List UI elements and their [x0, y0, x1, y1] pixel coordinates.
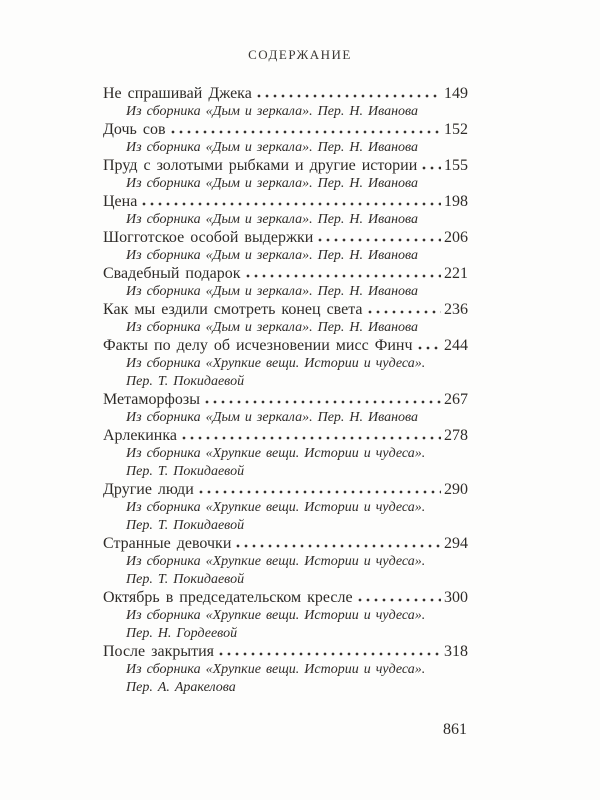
toc-entry-title: Метаморфозы — [103, 391, 200, 408]
toc-entry — [103, 535, 468, 589]
toc-entry — [103, 301, 468, 337]
toc-entry — [103, 427, 468, 481]
toc-entry-source: Из сборника «Дым и зеркала». Пер. Н. Иванова — [126, 176, 419, 191]
toc-entry-row — [103, 481, 468, 499]
toc-entry-title: Странные девочки — [103, 535, 232, 552]
dot-leader — [418, 346, 442, 350]
toc-entry-row — [103, 229, 468, 247]
toc-entry-source: Из сборника «Хрупкие вещи. Истории и чудеса». — [126, 554, 426, 569]
toc-entry-source: Из сборника «Дым и зеркала». Пер. Н. Иванова — [126, 104, 419, 119]
toc-entry-page-number: 152 — [444, 121, 468, 138]
toc-entry-source: Из сборника «Дым и зеркала». Пер. Н. Иванова — [126, 248, 419, 263]
toc-entry-page-number: 318 — [444, 643, 468, 660]
dot-leader — [358, 598, 441, 602]
toc-entry-translator: Пер. Т. Покидаевой — [126, 374, 245, 389]
toc-entry-row — [103, 589, 468, 607]
toc-entry — [103, 121, 468, 157]
dot-leader — [142, 202, 441, 206]
toc-entry-translator: Пер. Т. Покидаевой — [126, 572, 245, 587]
dot-leader — [236, 544, 441, 548]
toc-entry-title: Другие люди — [103, 481, 194, 498]
toc-entry-row — [103, 265, 468, 283]
toc-entry-source: Из сборника «Хрупкие вещи. Истории и чудеса». — [126, 356, 426, 371]
dot-leader — [205, 400, 441, 404]
toc-entry-translator: Пер. Т. Покидаевой — [126, 464, 245, 479]
toc-entry-page-number: 300 — [444, 589, 468, 606]
toc-entry-row — [103, 193, 468, 211]
dot-leader — [171, 130, 442, 134]
toc-entry-page-number: 244 — [444, 337, 468, 354]
toc-entry-source: Из сборника «Хрупкие вещи. Истории и чудеса». — [126, 608, 426, 623]
toc-entry-page-number: 267 — [444, 391, 468, 408]
toc-entry — [103, 85, 468, 121]
dot-leader — [199, 490, 441, 494]
toc-entry-source: Из сборника «Дым и зеркала». Пер. Н. Иванова — [126, 284, 419, 299]
toc-entry-title: Арлекинка — [103, 427, 177, 444]
toc-entry-page-number: 278 — [444, 427, 468, 444]
toc-entry-row — [103, 301, 468, 319]
toc-entry-source: Из сборника «Хрупкие вещи. Истории и чудеса». — [126, 500, 426, 515]
toc-entry-title: Пруд с золотыми рыбками и другие истории — [103, 157, 418, 174]
toc-entry — [103, 157, 468, 193]
toc-entry-source: Из сборника «Дым и зеркала». Пер. Н. Иванова — [126, 212, 419, 227]
dot-leader — [182, 436, 441, 440]
toc-entry-source: Из сборника «Дым и зеркала». Пер. Н. Иванова — [126, 410, 419, 425]
contents-heading: СОДЕРЖАНИЕ — [248, 47, 352, 62]
toc-entry-translator: Пер. Т. Покидаевой — [126, 518, 245, 533]
toc-entry — [103, 391, 468, 427]
toc-entry-page-number: 149 — [444, 85, 468, 102]
toc-entry-title: Свадебный подарок — [103, 265, 241, 282]
toc-entry-title: Дочь сов — [103, 121, 166, 138]
toc-entry-page-number: 290 — [444, 481, 468, 498]
dot-leader — [422, 166, 441, 170]
dot-leader — [318, 238, 441, 242]
dot-leader — [368, 310, 441, 314]
toc-entry-row — [103, 337, 468, 355]
toc-entry-row — [103, 121, 468, 139]
toc-entry-source: Из сборника «Хрупкие вещи. Истории и чудеса». — [126, 662, 426, 677]
toc-list — [103, 85, 468, 697]
page-folio-number: 861 — [443, 721, 467, 738]
dot-leader — [219, 652, 441, 656]
toc-entry-title: Цена — [103, 193, 138, 210]
toc-entry-page-number: 206 — [444, 229, 468, 246]
toc-entry-title: Октябрь в председательском кресле — [103, 589, 353, 606]
toc-entry-translator: Пер. А. Аракелова — [126, 680, 236, 695]
toc-entry-row — [103, 85, 468, 103]
toc-entry — [103, 229, 468, 265]
toc-entry-source: Из сборника «Хрупкие вещи. Истории и чудеса». — [126, 446, 426, 461]
toc-entry-title: Факты по делу об исчезновении мисс Финч — [103, 337, 413, 354]
toc-entry-translator: Пер. Н. Гордеевой — [126, 626, 238, 641]
toc-entry-page-number: 294 — [444, 535, 468, 552]
toc-entry-page-number: 155 — [444, 157, 468, 174]
toc-entry-source: Из сборника «Дым и зеркала». Пер. Н. Иванова — [126, 140, 419, 155]
toc-entry-row — [103, 391, 468, 409]
toc-entry-row — [103, 427, 468, 445]
toc-entry-page-number: 236 — [444, 301, 468, 318]
toc-entry — [103, 337, 468, 391]
toc-entry-title: Шогготское особой выдержки — [103, 229, 314, 246]
dot-leader — [257, 94, 441, 98]
toc-entry-title: Не спрашивай Джека — [103, 85, 252, 102]
toc-entry-title: Как мы ездили смотреть конец света — [103, 301, 363, 318]
toc-entry — [103, 643, 468, 697]
toc-entry — [103, 589, 468, 643]
toc-entry — [103, 265, 468, 301]
toc-entry-page-number: 221 — [444, 265, 468, 282]
toc-entry-row — [103, 535, 468, 553]
toc-entry — [103, 193, 468, 229]
toc-entry-row — [103, 643, 468, 661]
toc-entry-row — [103, 157, 468, 175]
toc-entry-page-number: 198 — [444, 193, 468, 210]
toc-entry-title: После закрытия — [103, 643, 214, 660]
dot-leader — [246, 274, 442, 278]
toc-entry — [103, 481, 468, 535]
toc-entry-source: Из сборника «Дым и зеркала». Пер. Н. Иванова — [126, 320, 419, 335]
